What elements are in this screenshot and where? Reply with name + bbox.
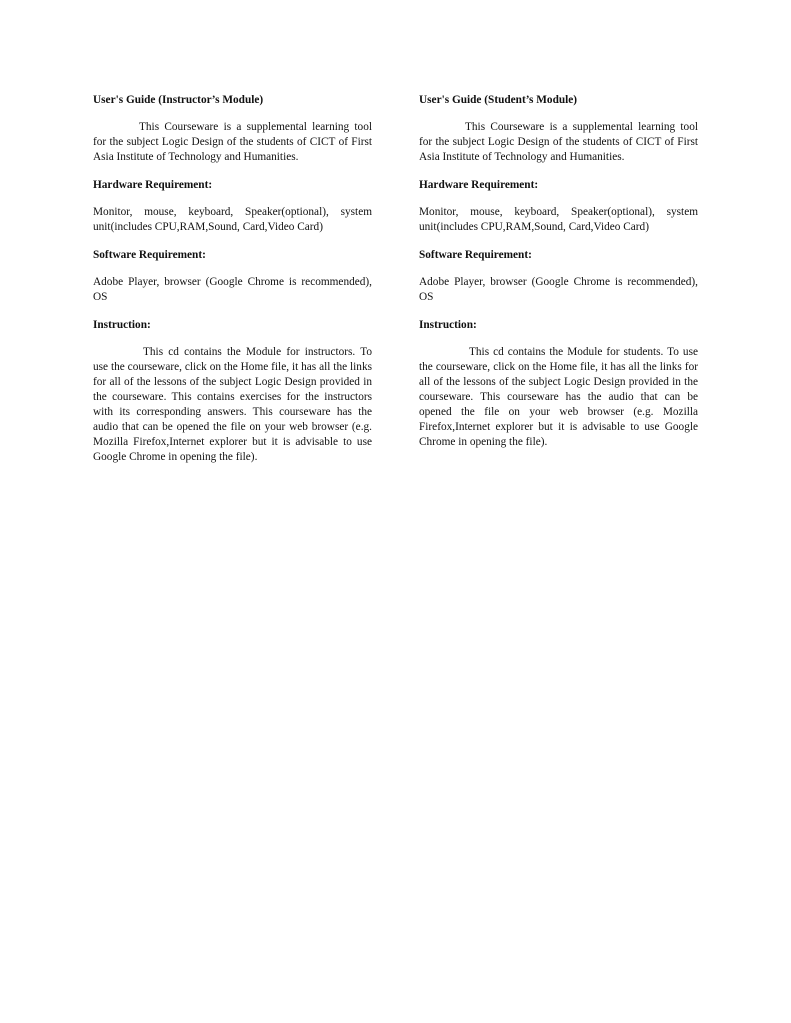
instructor-guide-title: User's Guide (Instructor’s Module) bbox=[93, 94, 264, 106]
student-hardware-text: Monitor, mouse, keyboard, Speaker(optional), system unit(includes CPU,RAM,Sound, Card,Video Card) bbox=[419, 206, 698, 233]
student-instruction-paragraph: This cd contains the Module for students. To use the courseware, click on the Home file, it has all the links for all of the lessons of the subject Logic Design provided in the courseware. This courseware has the audio that can be opened the file on your web browser (e.g. Mozilla Firefox,Internet explorer but it is advisable to use Google Chrome in opening the file). bbox=[419, 346, 698, 448]
student-instruction-heading: Instruction: bbox=[419, 319, 477, 331]
student-guide-title: User's Guide (Student’s Module) bbox=[419, 94, 578, 106]
instructor-hardware-text: Monitor, mouse, keyboard, Speaker(optional), system unit(includes CPU,RAM,Sound, Card,Video Card) bbox=[93, 206, 372, 233]
student-hardware-heading: Hardware Requirement: bbox=[419, 179, 539, 191]
instructor-hardware-heading: Hardware Requirement: bbox=[93, 179, 213, 191]
instructor-software-text: Adobe Player, browser (Google Chrome is recommended), OS bbox=[93, 276, 372, 303]
instructor-guide-column bbox=[93, 93, 372, 465]
instructor-instruction-heading: Instruction: bbox=[93, 319, 151, 331]
instructor-intro-paragraph: This Courseware is a supplemental learning tool for the subject Logic Design of the students of CICT of First Asia Institute of Technology and Humanities. bbox=[93, 121, 372, 163]
instructor-software-heading: Software Requirement: bbox=[93, 249, 206, 261]
student-intro-paragraph: This Courseware is a supplemental learning tool for the subject Logic Design of the students of CICT of First Asia Institute of Technology and Humanities. bbox=[419, 121, 698, 163]
instructor-instruction-paragraph: This cd contains the Module for instructors. To use the courseware, click on the Home file, it has all the links for all of the lessons of the subject Logic Design provided in the courseware. This contains exercises for the instructors with its corresponding answers. This courseware has the audio that can be opened the file on your web browser (e.g. Mozilla Firefox,Internet explorer but it is advisable to use Google Chrome in opening the file). bbox=[93, 346, 372, 463]
student-software-heading: Software Requirement: bbox=[419, 249, 532, 261]
student-guide-column bbox=[419, 93, 698, 450]
student-software-text: Adobe Player, browser (Google Chrome is recommended), OS bbox=[419, 276, 698, 303]
